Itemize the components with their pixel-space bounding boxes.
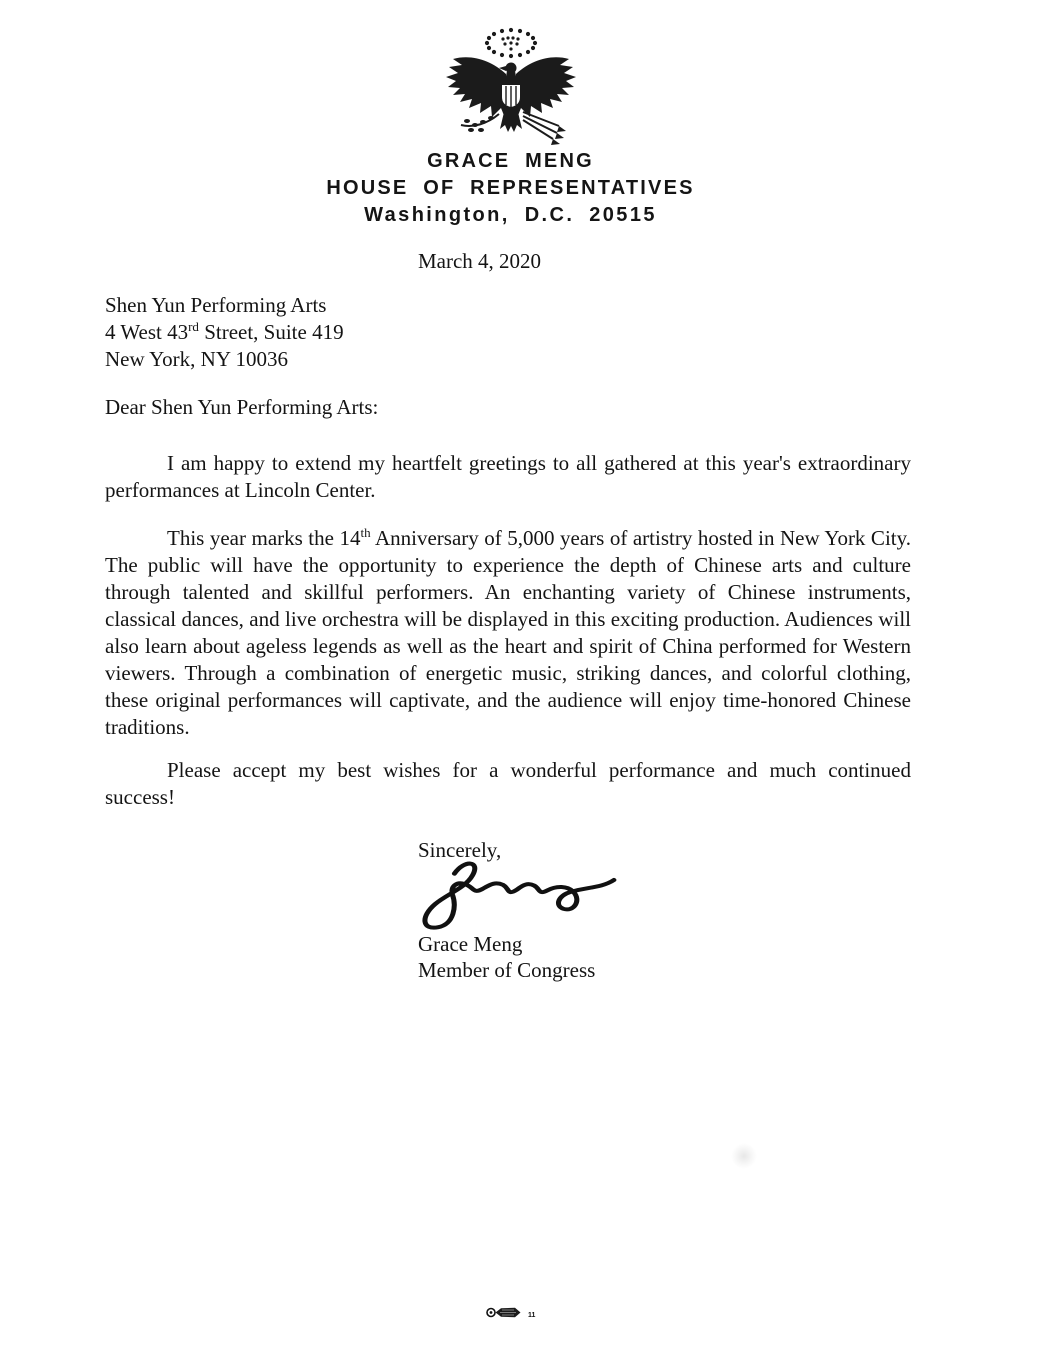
- great-seal-icon: [0, 26, 1021, 148]
- letterhead-location: Washington, D.C. 20515: [364, 204, 657, 226]
- union-bug-icon: [485, 1305, 527, 1325]
- recipient-city: New York, NY 10036: [105, 347, 288, 371]
- recipient-street: [105, 319, 344, 346]
- anniversary-ordinal: th: [360, 525, 371, 540]
- recipient-street-ordinal: rd: [188, 319, 199, 334]
- body-paragraph-3: Please accept my best wishes for a wonderful performance and much continued success!: [105, 758, 911, 809]
- recipient-street-number: 4 West 43: [105, 320, 189, 344]
- printer-union-bug: [485, 1305, 535, 1325]
- signer-name: Grace Meng: [418, 932, 523, 956]
- letter-date: March 4, 2020: [418, 249, 542, 273]
- body-paragraph-2-start: This year marks the 14: [167, 526, 361, 550]
- signature-icon: [410, 856, 622, 932]
- recipient-name: Shen Yun Performing Arts: [105, 293, 327, 317]
- letterhead-institution: HOUSE OF REPRESENTATIVES: [326, 177, 695, 199]
- scan-smudge-artifact: [731, 1143, 757, 1169]
- recipient-address: [105, 292, 344, 373]
- letterhead-name: GRACE MENG: [427, 150, 594, 172]
- valediction: Sincerely,: [418, 838, 502, 862]
- recipient-street-rest: Street, Suite 419: [198, 320, 344, 344]
- letterhead: [0, 26, 1021, 229]
- signer-title: Member of Congress: [418, 958, 596, 982]
- body-paragraph-1: I am happy to extend my heartfelt greetings to all gathered at this year's extraordinary performances at Lincoln Center.: [105, 451, 911, 502]
- body-paragraph-2: [105, 525, 911, 741]
- body-paragraph-2-rest: Anniversary of 5,000 years of artistry hosted in New York City. The public will have the opportunity to experience the depth of Chinese arts and culture through talented and skillful performers. An enchanting variety of Chinese instruments, classical dances, and live orchestra will be displayed in this exciting production. Audiences will also learn about ageless legends as well as the heart and spirit of China performed for Western viewers. Through a combination of energetic music, striking dances, and colorful clothing, these original performances will captivate, and the audience will enjoy time-honored Chinese traditions.: [105, 526, 911, 739]
- salutation: Dear Shen Yun Performing Arts:: [105, 395, 379, 419]
- union-bug-number: 11: [528, 1311, 536, 1319]
